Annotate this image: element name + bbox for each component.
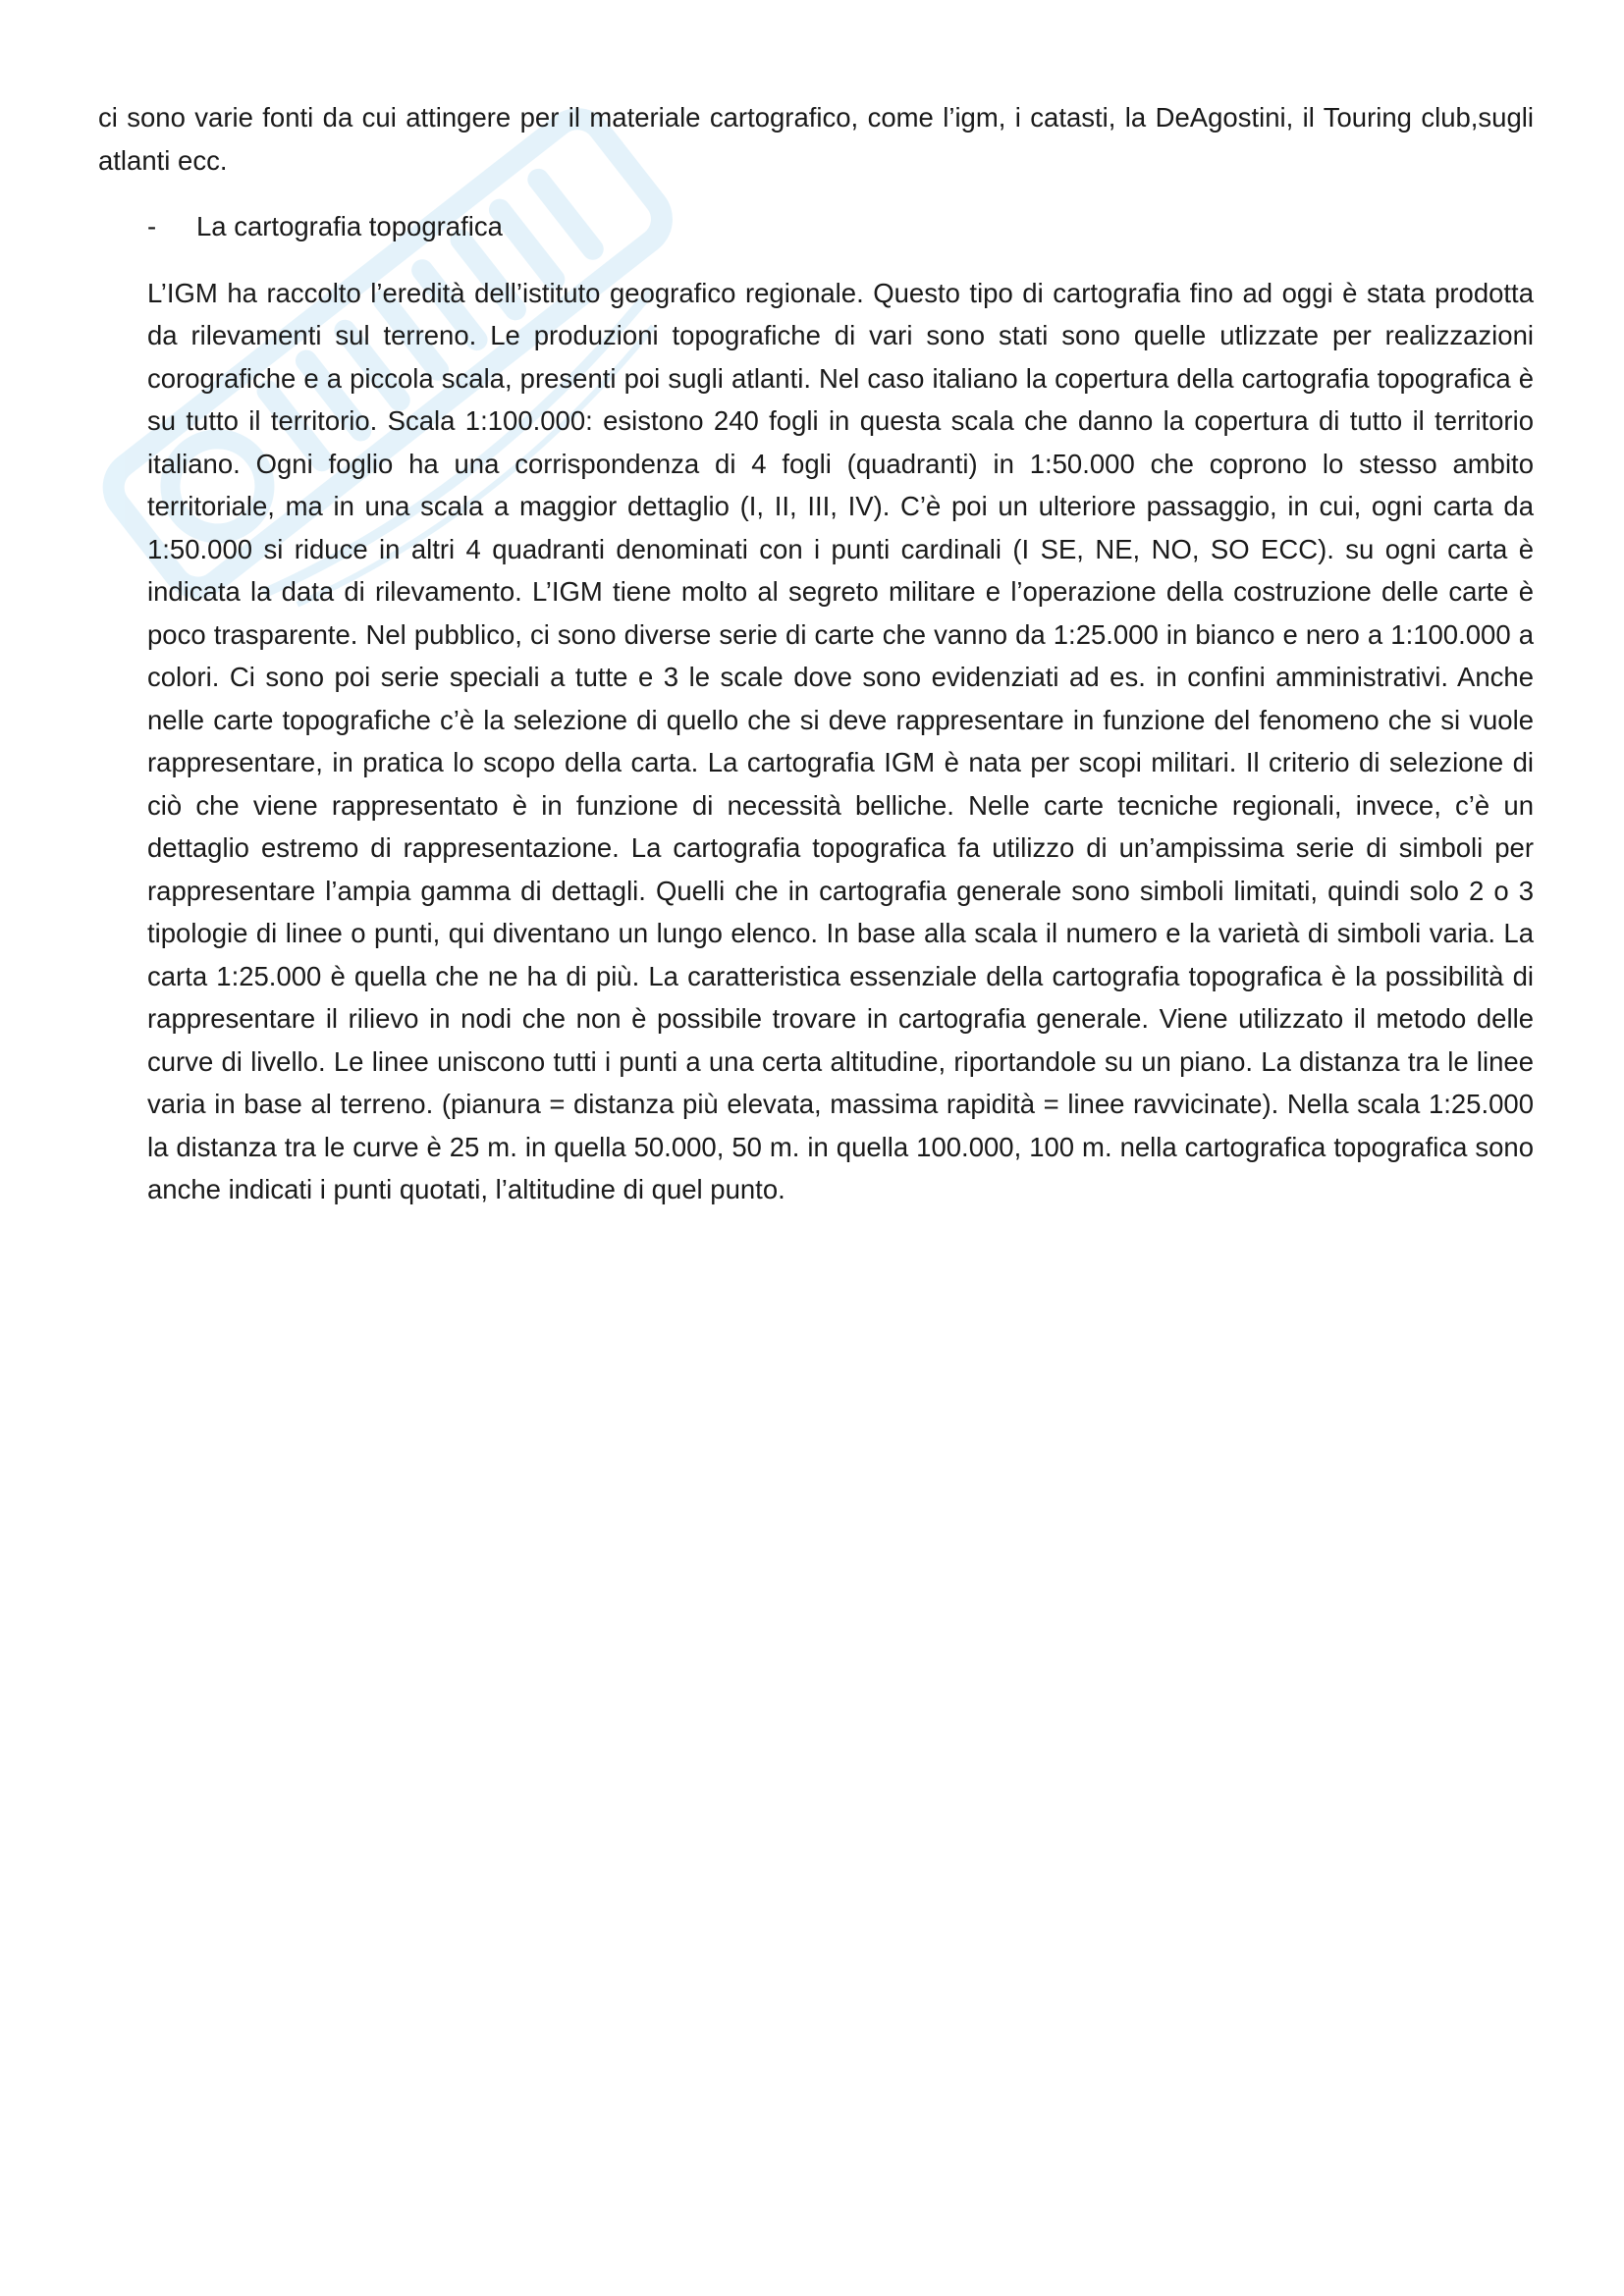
body-paragraph: L’IGM ha raccolto l’eredità dell’istituto geografico regionale. Questo tipo di cartografia fino ad oggi è stata prodotta da rilevamenti sul terreno. Le produzioni topografiche di vari sono stati sono quelle utlizzate per realizzazioni corografiche e a piccola scala, presenti poi sugli atlanti. Nel caso italiano la copertura della cartografia topografica è su tutto il territorio. Scala 1:100.000: esistono 240 fogli in questa scala che danno la copertura di tutto il territorio italiano. Ogni foglio ha una corrispondenza di 4 fogli (quadranti) in 1:50.000 che coprono lo stesso ambito territoriale, ma in una scala a maggior dettaglio (I, II, III, IV). C’è poi un ulteriore passaggio, in cui, ogni carta da 1:50.000 si riduce in altri 4 quadranti denominati con i punti cardinali (I SE, NE, NO, SO ECC). su ogni carta è indicata la data di rilevamento. L’IGM tiene molto al segreto militare e l’operazione della costruzione delle carte è poco trasparente. Nel pubblico, ci sono diverse serie di carte che vanno da 1:25.000 in bianco e nero a 1:100.000 a colori. Ci sono poi serie speciali a tutte e 3 le scale dove sono evidenziati ad es. in confini amministrativi. Anche nelle carte topografiche c’è la selezione di quello che si deve rappresentare in funzione del fenomeno che si vuole rappresentare, in pratica lo scopo della carta. La cartografia IGM è nata per scopi militari. Il criterio di selezione di ciò che viene rappresentato è in funzione di necessità belliche. Nelle carte tecniche regionali, invece, c’è un dettaglio estremo di rappresentazione. La cartografia topografica fa utilizzo di un’ampissima serie di simboli per rappresentare l’ampia gamma di dettagli. Quelli che in cartografia generale sono simboli limitati, quindi solo 2 o 3 tipologie di linee o punti, qui diventano un lungo elenco. In base alla scala il numero e la varietà di simboli varia. La carta 1:25.000 è quella che ne ha di più. La caratteristica essenziale della cartografia topografica è la possibilità di rappresentare il rilievo in nodi che non è possibile trovare in cartografia generale. Viene utilizzato il metodo delle curve di livello. Le linee uniscono tutti i punti a una certa altitudine, riportandole su un piano. La distanza tra le linee varia in base al terreno. (pianura = distanza più elevata, massima rapidità = linee ravvicinate). Nella scala 1:25.000 la distanza tra le curve è 25 m. in quella 50.000, 50 m. in quella 100.000, 100 m. nella cartografica topografica sono anche indicati i punti quotati, l’altitudine di quel punto. bbox=[147, 277, 1534, 1204]
intro-paragraph: ci sono varie fonti da cui attingere per il materiale cartografico, come l’igm, i catasti, la DeAgostini, il Touring club,sugli atlanti ecc. bbox=[98, 102, 1534, 176]
list-bullet-marker: - bbox=[147, 211, 157, 241]
list-item-cartografia-topografica bbox=[147, 205, 1534, 248]
document-body bbox=[98, 96, 1534, 1211]
list-item-label: La cartografia topografica bbox=[196, 211, 503, 241]
